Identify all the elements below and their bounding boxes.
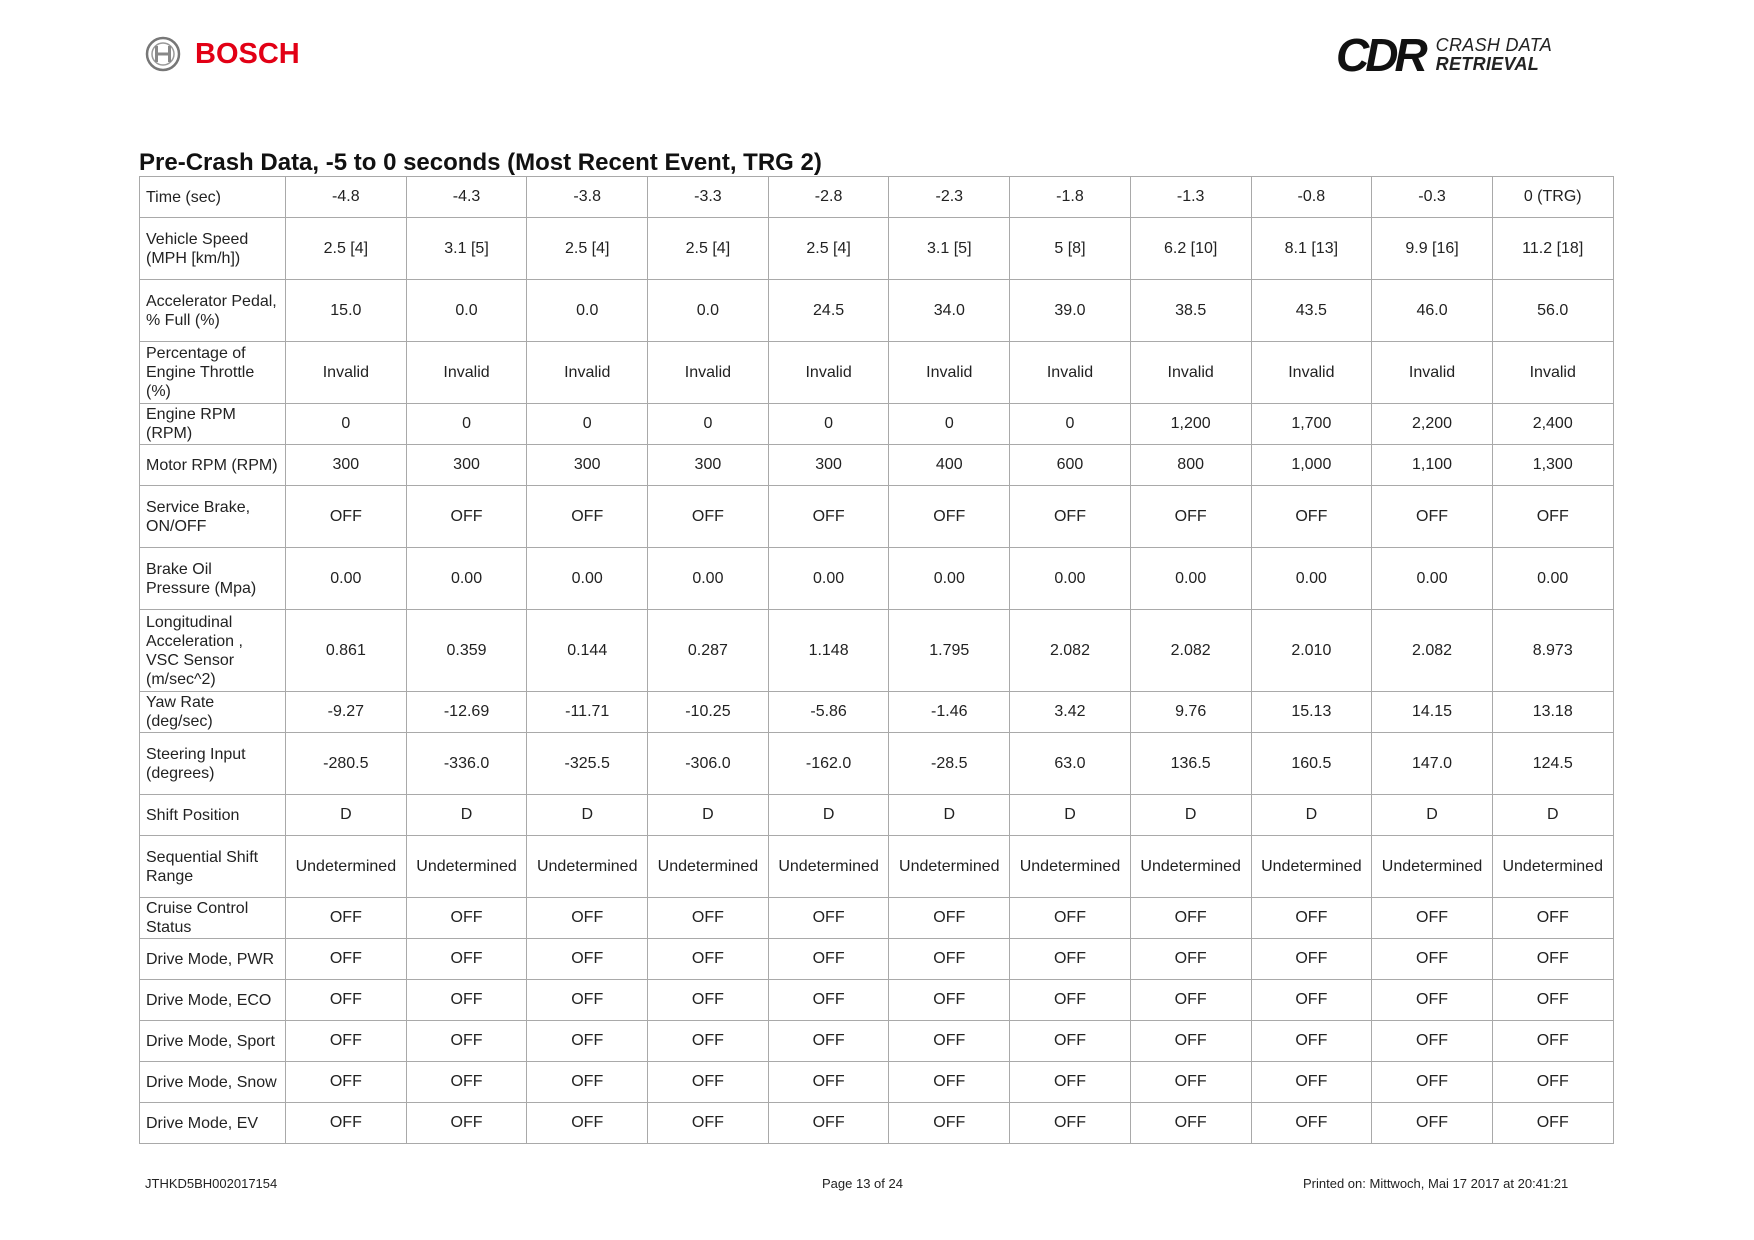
table-cell: 39.0 [1010,280,1131,342]
table-cell: 0.144 [527,610,648,692]
table-row [140,795,1614,836]
table-cell: 0 [286,404,407,445]
table-cell: 56.0 [1492,280,1613,342]
table-cell: OFF [1010,980,1131,1021]
footer-page-number: Page 13 of 24 [822,1176,903,1191]
table-row [140,218,1614,280]
table-cell: 124.5 [1492,733,1613,795]
table-cell: 15.13 [1251,692,1372,733]
table-cell: Undetermined [1130,836,1251,898]
table-cell: OFF [1372,939,1493,980]
table-cell: D [1251,795,1372,836]
table-row [140,1062,1614,1103]
table-cell: OFF [1130,898,1251,939]
table-cell: OFF [768,980,889,1021]
table-cell: OFF [406,486,527,548]
table-cell: Invalid [768,342,889,404]
table-cell: -11.71 [527,692,648,733]
table-cell: 0.00 [406,548,527,610]
table-cell: 0 [406,404,527,445]
table-cell: OFF [527,486,648,548]
table-row [140,939,1614,980]
table-cell: OFF [286,980,407,1021]
table-cell: 2,200 [1372,404,1493,445]
table-cell: 0.287 [648,610,769,692]
table-cell: OFF [648,1103,769,1144]
table-cell: 38.5 [1130,280,1251,342]
table-cell: 0.359 [406,610,527,692]
table-cell: OFF [889,1103,1010,1144]
table-cell: Undetermined [889,836,1010,898]
table-cell: 8.973 [1492,610,1613,692]
table-cell: Invalid [648,342,769,404]
table-row [140,610,1614,692]
table-cell: OFF [527,939,648,980]
table-cell: Invalid [889,342,1010,404]
table-cell: OFF [768,1103,889,1144]
table-cell: OFF [1010,898,1131,939]
table-cell: -162.0 [768,733,889,795]
table-cell: D [1492,795,1613,836]
table-cell: OFF [286,939,407,980]
table-cell: Undetermined [1251,836,1372,898]
table-cell: Undetermined [406,836,527,898]
table-cell: 0.00 [286,548,407,610]
table-cell: 160.5 [1251,733,1372,795]
table-cell: D [768,795,889,836]
table-row [140,1021,1614,1062]
table-cell: 0.00 [889,548,1010,610]
row-label: Drive Mode, Snow [140,1062,286,1103]
table-cell: -0.3 [1372,177,1493,218]
table-cell: OFF [286,1062,407,1103]
table-cell: OFF [1130,486,1251,548]
table-cell: 300 [527,445,648,486]
table-cell: 11.2 [18] [1492,218,1613,280]
row-label: Longitudinal Acceleration , VSC Sensor (m/sec^2) [140,610,286,692]
table-cell: 0.00 [768,548,889,610]
table-cell: 0 [1010,404,1131,445]
table-row [140,445,1614,486]
table-cell: 0.00 [1372,548,1493,610]
table-cell: -2.8 [768,177,889,218]
table-cell: 800 [1130,445,1251,486]
table-cell: OFF [889,1062,1010,1103]
row-label: Cruise Control Status [140,898,286,939]
table-cell: OFF [1010,486,1131,548]
table-cell: 9.9 [16] [1372,218,1493,280]
table-cell: Undetermined [527,836,648,898]
table-cell: 0 [889,404,1010,445]
table-cell: 6.2 [10] [1130,218,1251,280]
table-cell: -4.3 [406,177,527,218]
table-cell: Undetermined [1010,836,1131,898]
table-cell: OFF [648,486,769,548]
table-cell: 0.00 [1130,548,1251,610]
table-cell: 0.0 [406,280,527,342]
row-label: Brake Oil Pressure (Mpa) [140,548,286,610]
table-cell: OFF [527,1062,648,1103]
table-cell: OFF [286,898,407,939]
table-cell: D [1372,795,1493,836]
row-label: Sequential Shift Range [140,836,286,898]
table-body [140,177,1614,1144]
table-cell: OFF [768,898,889,939]
table-row [140,980,1614,1021]
table-cell: D [286,795,407,836]
table-cell: Undetermined [286,836,407,898]
table-cell: 2.010 [1251,610,1372,692]
cdr-caption [1436,36,1552,74]
row-label: Service Brake, ON/OFF [140,486,286,548]
table-cell: 2.5 [4] [286,218,407,280]
table-cell: -306.0 [648,733,769,795]
table-cell: OFF [1251,1021,1372,1062]
table-cell: D [889,795,1010,836]
table-cell: -280.5 [286,733,407,795]
table-cell: OFF [1372,898,1493,939]
cdr-line2: RETRIEVAL [1435,54,1540,74]
table-cell: 0.861 [286,610,407,692]
table-cell: D [406,795,527,836]
table-cell: OFF [1130,1062,1251,1103]
table-cell: OFF [1251,1062,1372,1103]
table-cell: 2.5 [4] [768,218,889,280]
table-cell: OFF [1251,939,1372,980]
table-cell: D [1130,795,1251,836]
table-cell: OFF [768,1021,889,1062]
table-cell: 3.1 [5] [406,218,527,280]
pre-crash-data-table [139,176,1614,1144]
table-cell: OFF [889,898,1010,939]
row-label: Engine RPM (RPM) [140,404,286,445]
table-cell: -9.27 [286,692,407,733]
table-cell: OFF [527,1103,648,1144]
table-row [140,692,1614,733]
footer-printed-on: Printed on: Mittwoch, Mai 17 2017 at 20:41:21 [1303,1176,1569,1191]
row-label: Drive Mode, EV [140,1103,286,1144]
table-cell: 43.5 [1251,280,1372,342]
table-cell: OFF [1010,1062,1131,1103]
table-cell: Invalid [406,342,527,404]
table-cell: 300 [406,445,527,486]
table-row [140,898,1614,939]
bosch-wordmark: BOSCH [195,37,300,70]
table-cell: OFF [1010,1103,1131,1144]
table-cell: Undetermined [768,836,889,898]
table-row [140,342,1614,404]
table-cell: 1,000 [1251,445,1372,486]
table-row [140,486,1614,548]
table-cell: 13.18 [1492,692,1613,733]
table-cell: OFF [889,980,1010,1021]
table-cell: 300 [648,445,769,486]
table-cell: OFF [1372,486,1493,548]
table-cell: -0.8 [1251,177,1372,218]
table-cell: 1,300 [1492,445,1613,486]
table-cell: OFF [1492,1062,1613,1103]
table-cell: OFF [1130,980,1251,1021]
table-cell: -336.0 [406,733,527,795]
table-cell: 2.5 [4] [648,218,769,280]
table-cell: 0 [648,404,769,445]
bosch-logo [145,36,300,72]
table-cell: 300 [286,445,407,486]
table-row [140,404,1614,445]
row-label: Drive Mode, PWR [140,939,286,980]
table-row [140,733,1614,795]
table-cell: 147.0 [1372,733,1493,795]
table-cell: OFF [768,939,889,980]
table-cell: -1.46 [889,692,1010,733]
table-cell: -1.8 [1010,177,1131,218]
table-cell: 0.0 [648,280,769,342]
table-cell: OFF [1010,1021,1131,1062]
table-cell: -325.5 [527,733,648,795]
table-cell: 46.0 [1372,280,1493,342]
table-cell: Invalid [1130,342,1251,404]
page-title: Pre-Crash Data, -5 to 0 seconds (Most Recent Event, TRG 2) [139,149,822,176]
table-cell: -1.3 [1130,177,1251,218]
table-cell: OFF [648,898,769,939]
row-label: Vehicle Speed (MPH [km/h]) [140,218,286,280]
table-cell: 0.0 [527,280,648,342]
table-cell: 1.795 [889,610,1010,692]
row-label: Drive Mode, ECO [140,980,286,1021]
table-cell: 1,700 [1251,404,1372,445]
table-cell: OFF [1372,1103,1493,1144]
table-cell: OFF [1251,898,1372,939]
table-cell: OFF [1010,939,1131,980]
table-cell: OFF [1130,1021,1251,1062]
table-cell: 0.00 [1251,548,1372,610]
table-cell: 14.15 [1372,692,1493,733]
table-cell: OFF [1251,486,1372,548]
table-cell: OFF [406,1103,527,1144]
table-cell: OFF [768,486,889,548]
table-cell: 0.00 [1492,548,1613,610]
table-cell: 1.148 [768,610,889,692]
table-cell: -10.25 [648,692,769,733]
table-cell: 0 [768,404,889,445]
table-cell: OFF [1492,898,1613,939]
table-cell: 34.0 [889,280,1010,342]
table-cell: 136.5 [1130,733,1251,795]
table-cell: 24.5 [768,280,889,342]
table-row [140,836,1614,898]
cdr-line1: CRASH DATA [1435,35,1553,56]
footer-vin: JTHKD5BH002017154 [145,1176,278,1191]
table-cell: -28.5 [889,733,1010,795]
table-cell: 5 [8] [1010,218,1131,280]
table-row [140,1103,1614,1144]
table-cell: OFF [406,939,527,980]
table-cell: 15.0 [286,280,407,342]
table-cell: OFF [1130,1103,1251,1144]
table-cell: OFF [527,898,648,939]
table-cell: OFF [1492,980,1613,1021]
row-label: Percentage of Engine Throttle (%) [140,342,286,404]
table-cell: OFF [286,1103,407,1144]
table-cell: OFF [889,1021,1010,1062]
table-cell: OFF [406,1062,527,1103]
table-cell: 0.00 [1010,548,1131,610]
table-cell: OFF [648,939,769,980]
table-cell: OFF [1492,1103,1613,1144]
table-cell: Undetermined [1492,836,1613,898]
table-cell: OFF [406,898,527,939]
table-cell: Invalid [1372,342,1493,404]
table-cell: Invalid [1492,342,1613,404]
row-label: Accelerator Pedal, % Full (%) [140,280,286,342]
table-cell: OFF [1372,1062,1493,1103]
table-cell: -2.3 [889,177,1010,218]
table-cell: 1,100 [1372,445,1493,486]
table-cell: -3.3 [648,177,769,218]
table-cell: OFF [1251,980,1372,1021]
table-cell: OFF [648,980,769,1021]
table-cell: -12.69 [406,692,527,733]
table-cell: D [1010,795,1131,836]
cdr-mark: CDR [1336,29,1424,81]
table-cell: OFF [1492,1021,1613,1062]
row-label: Steering Input (degrees) [140,733,286,795]
table-cell: -3.8 [527,177,648,218]
row-label: Shift Position [140,795,286,836]
table-cell: OFF [406,1021,527,1062]
table-cell: OFF [406,980,527,1021]
table-cell: OFF [889,939,1010,980]
table-cell: 0.00 [648,548,769,610]
table-cell: OFF [1372,1021,1493,1062]
table-cell: 0.00 [527,548,648,610]
table-cell: Invalid [1251,342,1372,404]
table-cell: Invalid [527,342,648,404]
table-cell: OFF [1251,1103,1372,1144]
bosch-armature-icon [145,36,181,72]
table-cell: OFF [527,980,648,1021]
table-cell: OFF [1372,980,1493,1021]
row-label: Motor RPM (RPM) [140,445,286,486]
table-cell: 3.42 [1010,692,1131,733]
row-label: Time (sec) [140,177,286,218]
table-cell: 0 [527,404,648,445]
table-row [140,177,1614,218]
table-cell: Invalid [286,342,407,404]
table-row [140,548,1614,610]
table-cell: 8.1 [13] [1251,218,1372,280]
cdr-logo [1336,29,1553,81]
table-cell: 2.082 [1130,610,1251,692]
table-cell: 400 [889,445,1010,486]
table-cell: 2,400 [1492,404,1613,445]
table-cell: 1,200 [1130,404,1251,445]
table-cell: OFF [768,1062,889,1103]
table-cell: Undetermined [1372,836,1493,898]
table-cell: 2.5 [4] [527,218,648,280]
table-cell: OFF [286,1021,407,1062]
table-cell: OFF [889,486,1010,548]
table-cell: Undetermined [648,836,769,898]
row-label: Drive Mode, Sport [140,1021,286,1062]
table-cell: 0 (TRG) [1492,177,1613,218]
table-cell: 2.082 [1372,610,1493,692]
table-cell: OFF [1130,939,1251,980]
table-cell: D [527,795,648,836]
table-cell: 3.1 [5] [889,218,1010,280]
table-cell: OFF [648,1062,769,1103]
table-cell: OFF [1492,939,1613,980]
table-cell: OFF [527,1021,648,1062]
table-cell: 63.0 [1010,733,1131,795]
table-cell: OFF [648,1021,769,1062]
table-cell: Invalid [1010,342,1131,404]
table-cell: OFF [1492,486,1613,548]
table-cell: 600 [1010,445,1131,486]
table-cell: 2.082 [1010,610,1131,692]
row-label: Yaw Rate (deg/sec) [140,692,286,733]
table-cell: D [648,795,769,836]
table-cell: -4.8 [286,177,407,218]
table-cell: 300 [768,445,889,486]
table-cell: 9.76 [1130,692,1251,733]
table-cell: -5.86 [768,692,889,733]
table-cell: OFF [286,486,407,548]
table-row [140,280,1614,342]
